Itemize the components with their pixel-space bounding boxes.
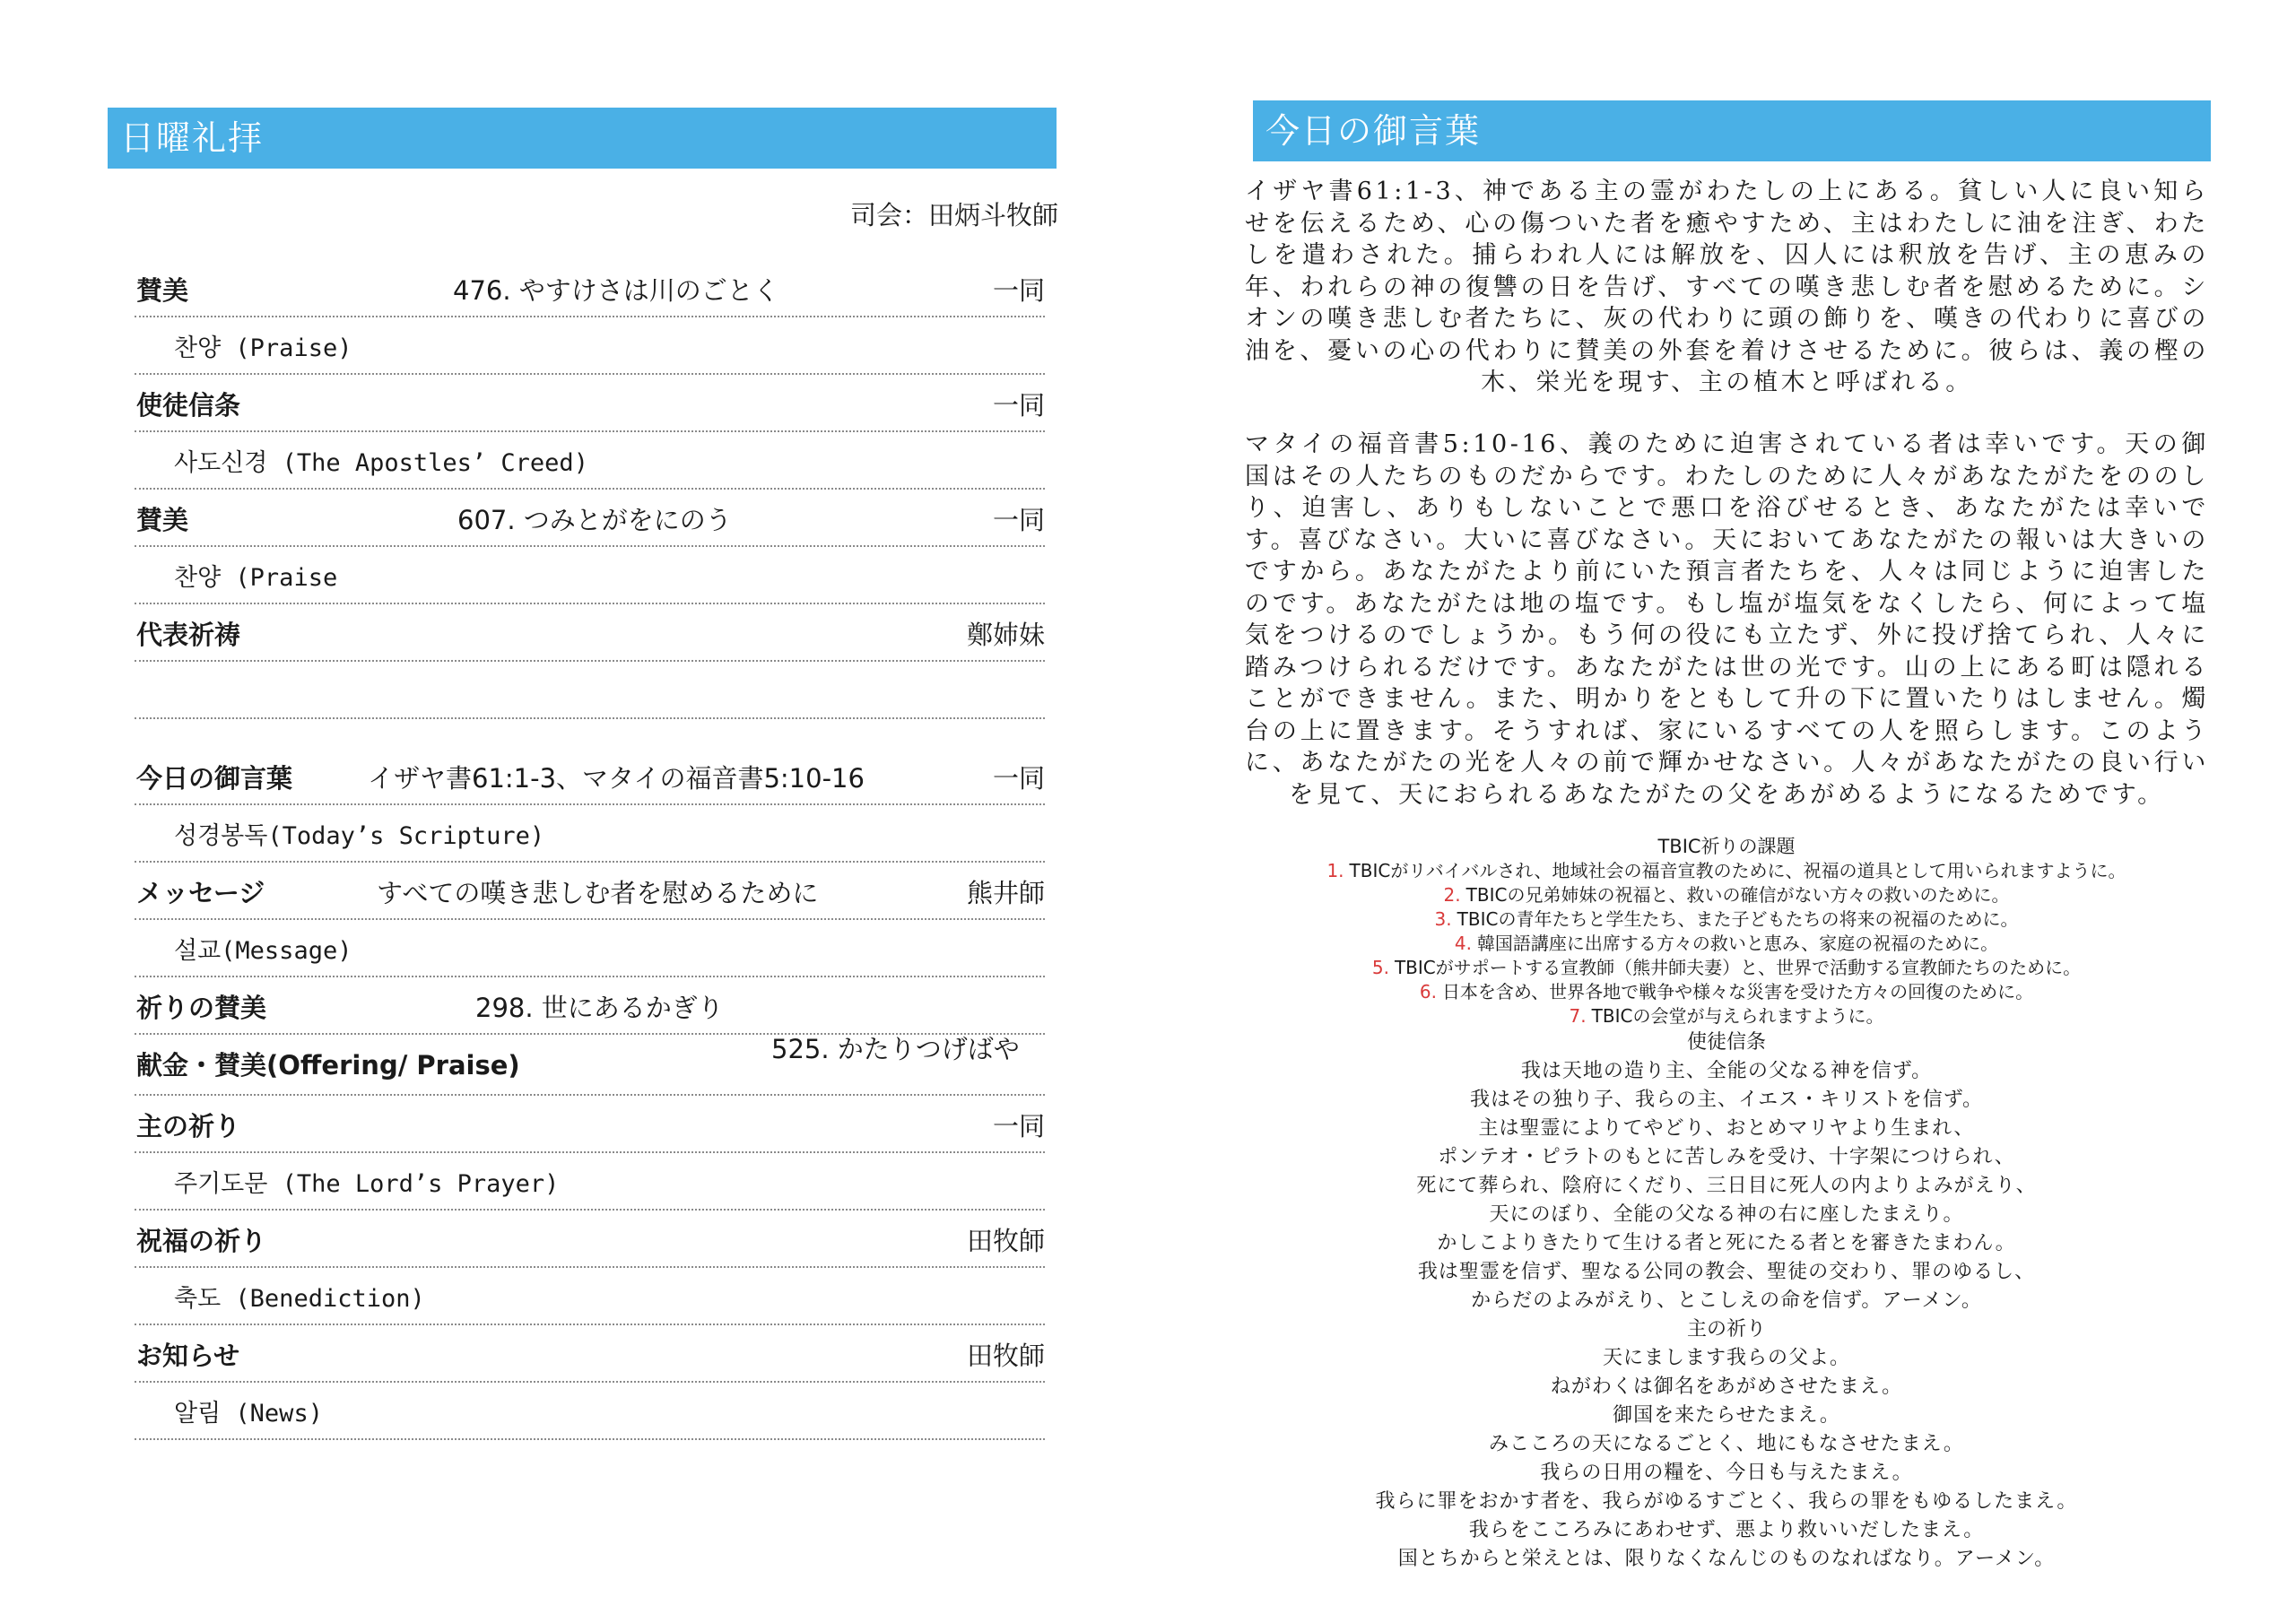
service-row-translation — [135, 1383, 1045, 1440]
service-item-label: お知らせ — [136, 1341, 240, 1371]
service-item-label: 主の祈り — [136, 1111, 241, 1141]
text-line: 我らをこころみにあわせず、悪より救いいだしたまえ。 — [1468, 1519, 1985, 1541]
text-line: かしこよりきたりて生ける者と死にたる者とを審きたまわん。 — [1437, 1232, 2016, 1254]
service-item-label: 賛美 — [136, 505, 189, 535]
prayer-item — [1238, 859, 2215, 883]
prayer-item — [1238, 956, 2215, 980]
service-item-korean: 찬양 (Praise) — [174, 334, 352, 362]
text-line: 死にて葬られ、陰府にくだり、三日目に死人の内よりよみがえり、 — [1416, 1175, 2037, 1197]
service-item-label: 祈りの賛美 — [136, 993, 267, 1023]
prayer-text: TBICがサポートする宣教師（熊井師夫妻）と、世界で活動する宣教師たちのために。 — [1394, 957, 2082, 978]
prayer-item — [1238, 883, 2215, 907]
service-row-translation — [135, 547, 1045, 604]
prayer-list — [1238, 859, 2215, 1028]
prayer-number: 7. — [1569, 1005, 1587, 1027]
service-row — [135, 1096, 1045, 1153]
service-item-leader: 一同 — [992, 390, 1045, 421]
prayer-text: TBICの兄弟姉妹の祝福と、救いの確信がない方々の救いのために。 — [1465, 884, 2010, 906]
text-line: 我は聖霊を信ず、聖なる公同の教会、聖徒の交わり、罪のゆるし、 — [1417, 1261, 2036, 1283]
service-item-label: メッセージ — [136, 878, 265, 908]
service-row-translation — [135, 1268, 1045, 1325]
service-item-leader: 一同 — [992, 275, 1045, 306]
text-line: 国とちからと栄えとは、限りなくなんじのものなればなり。アーメン。 — [1397, 1548, 2056, 1570]
service-item-korean: 축도 (Benediction) — [174, 1285, 425, 1313]
text-line: ねがわくは御名をあがめさせたまえ。 — [1550, 1376, 1903, 1398]
prayer-item — [1238, 907, 2215, 932]
lords-prayer-text — [1238, 1344, 2215, 1574]
service-item-korean: 설교(Message) — [174, 937, 352, 965]
prayer-text: TBICの会堂が与えられますように。 — [1591, 1005, 1884, 1027]
service-row-translation — [135, 317, 1045, 375]
service-item-label: 代表祈祷 — [136, 620, 241, 650]
prayer-number: 2. — [1443, 884, 1461, 906]
service-row — [135, 490, 1045, 547]
text-line: ポンテオ・ピラトのもとに苦しみを受け、十字架につけられ、 — [1438, 1146, 2015, 1168]
scripture-isaiah: イザヤ書61:1-3、神である主の霊がわたしの上にある。貧しい人に良い知らせを伝えるため、心の傷ついた者を癒やすため、主はわたしに油を注ぎ、わたしを遣わされた。捕らわれ人には解放を、囚人には釈放を告げ、主の恵みの年、われらの神の復讐の日を告げ、すべての嘆き悲しむ者を慰めるために。シオンの嘆き悲しむ者たちに、灰の代わりに頭の飾りを、嘆きの代わりに喜びの油を、憂いの心の代わりに賛美の外套を着けさせるために。彼らは、義の樫の木、栄光を現す、主の植木と呼ばれる。 — [1245, 178, 2209, 396]
service-item-korean: 성경봉독(Today’s Scripture) — [174, 822, 545, 850]
prayer-number: 6. — [1419, 981, 1437, 1002]
text-line: 御国を来たらせたまえ。 — [1613, 1404, 1840, 1427]
spacer — [135, 719, 1045, 748]
worship-banner: 日曜礼拝 — [108, 108, 1057, 169]
service-row — [135, 1325, 1045, 1383]
prayer-text: TBICがリバイバルされ、地域社会の福音宣教のために、祝福の道具として用いられますように。 — [1349, 860, 2126, 881]
text-line: 我は天地の造り主、全能の父なる神を信ず。 — [1520, 1060, 1933, 1082]
service-item-label: 祝福の祈り — [136, 1226, 267, 1256]
order-of-service — [135, 260, 1045, 1440]
service-row-translation — [135, 432, 1045, 490]
prayer-text: 日本を含め、世界各地で戦争や様々な災害を受けた方々の回復のために。 — [1441, 981, 2034, 1002]
blank-row — [135, 662, 1045, 719]
service-item-detail: 607. つみとがをにのう — [457, 505, 732, 535]
service-item-korean: 주기도문 (The Lord’s Prayer) — [174, 1170, 560, 1198]
scripture-matthew: マタイの福音書5:10-16、義のために迫害されている者は幸いです。天の御国はその人たちのものだからです。わたしのために人々があなたがたをののしり、迫害し、ありもしないことで悪口を浴びせるとき、あなたがたは幸いです。喜びなさい。大いに喜びなさい。天においてあなたがたの報いは大きいのですから。あなたがたより前にいた預言者たちを、人々は同じように迫害したのです。あなたがたは地の塩です。もし塩が塩気をなくしたら、何によって塩気をつけるのでしょうか。もう何の役にも立たず、外に投げ捨てられ、人々に踏みつけられるだけです。あなたがたは世の光です。山の上にある町は隠れることができません。また、明かりをともして升の下に置いたりはしません。燭台の上に置きます。そうすれば、家にいるすべての人を照らします。このように、あなたがたの光を人々の前で輝かせなさい。人々があなたがたの良い行いを見て、天におられるあなたがたの父をあがめるようになるためです。 — [1245, 430, 2209, 809]
service-item-korean: 찬양 (Praise — [174, 564, 338, 592]
service-row-translation — [135, 805, 1045, 863]
prayer-text: 韓国語講座に出席する方々の救いと恵み、家庭の祝福のために。 — [1476, 933, 1999, 954]
service-item-leader: 田牧師 — [966, 1341, 1045, 1371]
scripture-banner: 今日の御言葉 — [1253, 100, 2211, 161]
lords-prayer-title: 主の祈り — [1686, 1318, 1766, 1341]
service-item-leader: 鄭姉妹 — [966, 620, 1045, 650]
service-item-detail: 476. やすけさは川のごとく — [453, 275, 779, 306]
service-item-label: 使徒信条 — [136, 390, 241, 421]
text-line: みこころの天になるごとく、地にもなさせたまえ。 — [1489, 1433, 1964, 1455]
prayer-title: TBIC祈りの課題 — [1657, 836, 1796, 857]
service-item-leader: 一同 — [992, 1111, 1045, 1141]
service-item-leader: 一同 — [992, 763, 1045, 794]
service-row-translation — [135, 920, 1045, 977]
service-row — [135, 977, 1045, 1035]
right-page — [1148, 0, 2296, 1623]
service-item-korean: 사도신경 (The Apostles’ Creed) — [174, 449, 588, 477]
service-item-label: 賛美 — [136, 275, 189, 306]
service-row — [135, 604, 1045, 662]
service-row-translation — [135, 1153, 1045, 1211]
prayer-number: 3. — [1434, 908, 1452, 930]
service-row — [135, 1211, 1045, 1268]
host-label: 司会：田炳斗牧師 — [849, 200, 1058, 230]
service-item-detail: すべての嘆き悲しむ者を慰めるために — [377, 878, 819, 908]
prayer-item — [1238, 980, 2215, 1004]
service-item-leader: 田牧師 — [966, 1226, 1045, 1256]
prayer-text: TBICの青年たちと学生たち、また子どもたちの将来の祝福のために。 — [1457, 908, 2019, 930]
text-line: からだのよみがえり、とこしえの命を信ず。アーメン。 — [1471, 1289, 1982, 1312]
prayer-item — [1238, 1004, 2215, 1028]
prayer-item — [1238, 932, 2215, 956]
text-line: 我はその独り子、我らの主、イエス・キリストを信ず。 — [1470, 1089, 1983, 1111]
text-line: 天にまします我らの父よ。 — [1602, 1347, 1850, 1369]
text-line: 我らの日用の糧を、今日も与えたまえ。 — [1540, 1462, 1913, 1484]
text-line: 天にのぼり、全能の父なる神の右に座したまえり。 — [1489, 1203, 1964, 1226]
service-item-detail: イザヤ書61:1-3、マタイの福音書5:10-16 — [368, 763, 865, 794]
service-item-label: 献金・賛美(Offering/ Praise) — [136, 1050, 520, 1081]
service-item-detail: 298. 世にあるかぎり — [475, 993, 724, 1023]
creed-text — [1238, 1057, 2215, 1315]
service-row — [135, 748, 1045, 805]
prayer-number: 4. — [1454, 933, 1472, 954]
service-item-leader: 熊井師 — [966, 878, 1045, 908]
service-row — [135, 863, 1045, 920]
creed-title: 使徒信条 — [1686, 1031, 1766, 1054]
service-row — [135, 1035, 1045, 1096]
service-row — [135, 260, 1045, 317]
text-line: 我らに罪をおかす者を、我らがゆるすごとく、我らの罪をもゆるしたまえ。 — [1375, 1490, 2078, 1513]
prayer-number: 1. — [1326, 860, 1344, 881]
text-line: 主は聖霊によりてやどり、おとめマリヤより生まれ、 — [1478, 1117, 1975, 1140]
prayer-section — [1238, 834, 2215, 1574]
prayer-number: 5. — [1371, 957, 1389, 978]
service-row — [135, 375, 1045, 432]
service-item-leader: 一同 — [992, 505, 1045, 535]
service-item-korean: 알림 (News) — [174, 1400, 323, 1428]
service-item-detail: 525. かたりつげばや — [771, 1034, 1020, 1064]
service-item-label: 今日の御言葉 — [136, 763, 293, 794]
